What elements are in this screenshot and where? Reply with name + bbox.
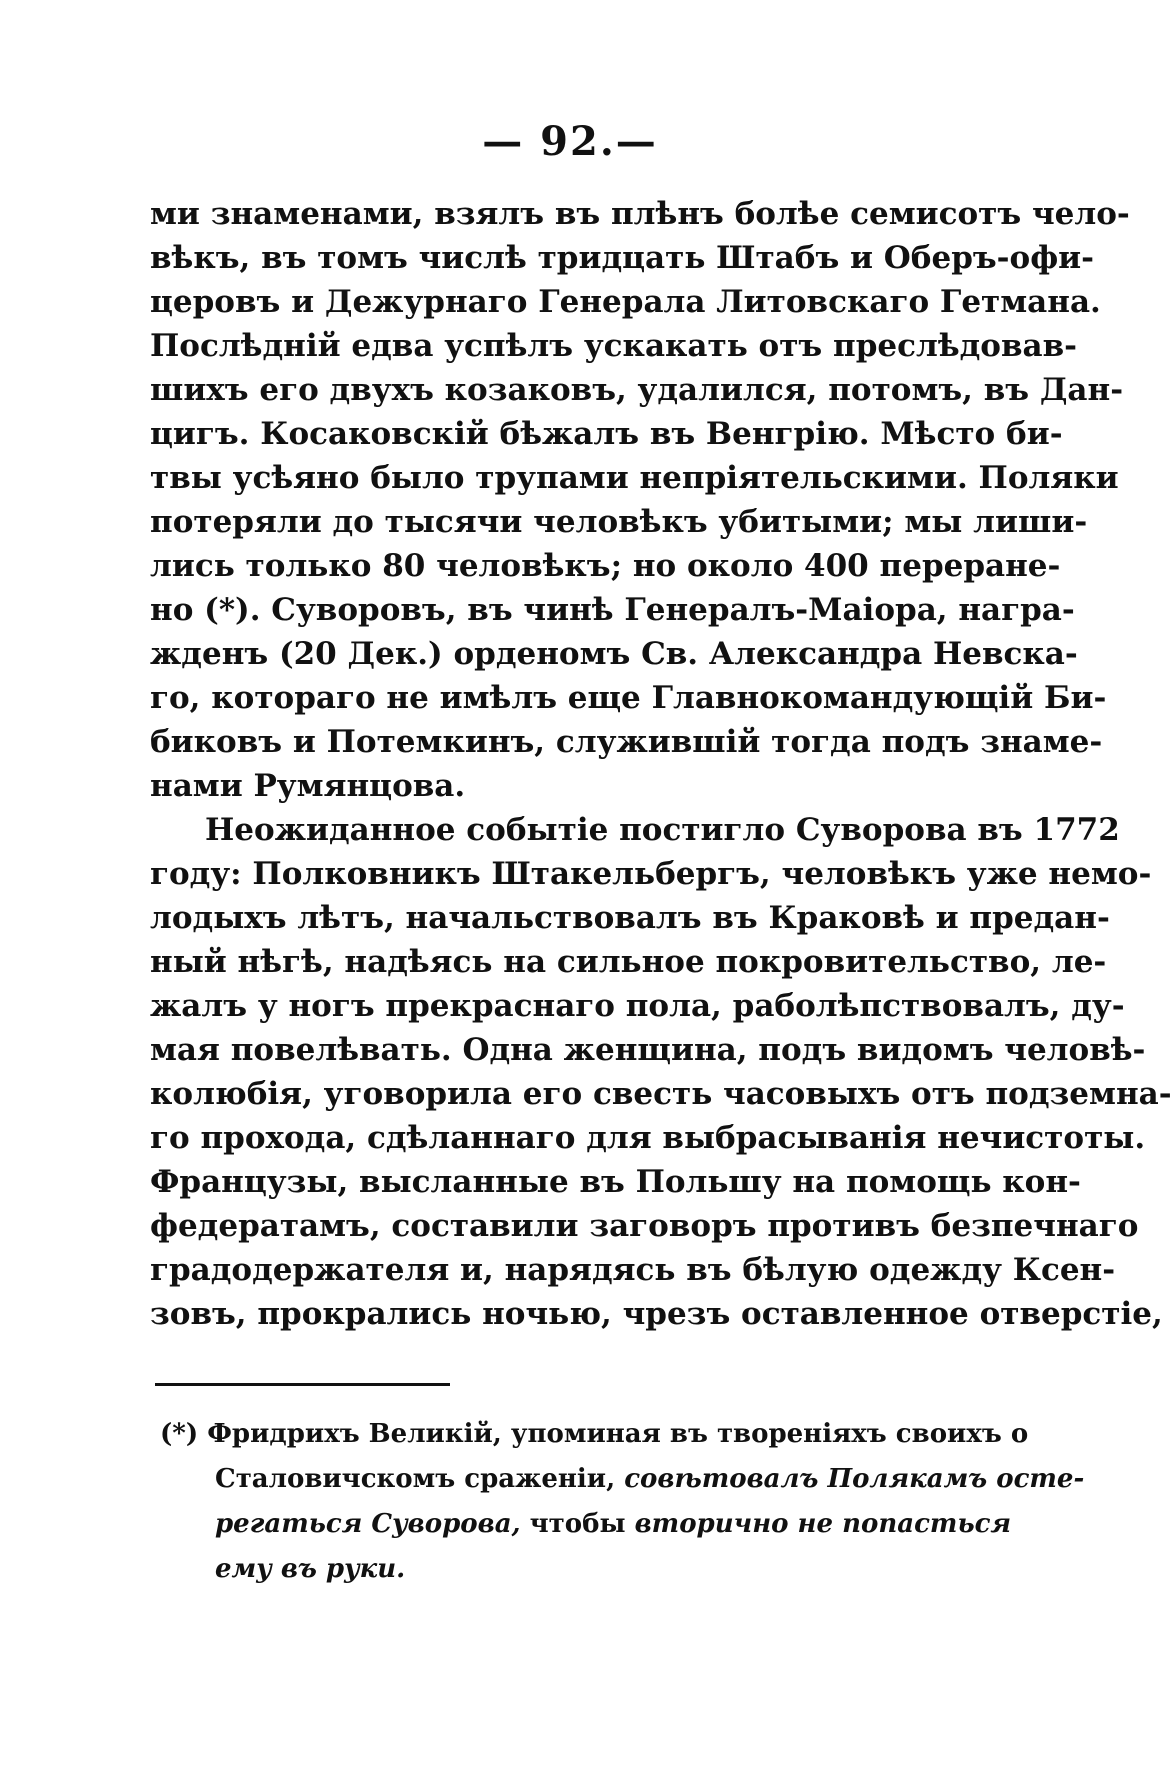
footnote-marker: (*) [160, 1419, 199, 1449]
text-line: Французы, высланные въ Польшу на помощь кон- [150, 1164, 1081, 1200]
text-line: ный нѣгѣ, надѣясь на сильное покровительство, ле- [150, 944, 1107, 980]
text-line: Послѣдній едва успѣлъ ускакать отъ преслѣдовав- [150, 328, 1077, 364]
text-line: вѣкъ, въ томъ числѣ тридцать Штабъ и Оберъ-офи- [150, 240, 1095, 276]
text-line: колюбія, уговорила его свесть часовыхъ отъ подземна- [150, 1076, 1172, 1112]
footnote-line [160, 1502, 1012, 1547]
footnote-text: чтобы [529, 1509, 626, 1539]
text-line: жденъ (20 Дек.) орденомъ Св. Александра Невска- [150, 636, 1078, 672]
text-line: году: Полковникъ Штакельбергъ, человѣкъ уже немо- [150, 856, 1152, 892]
text-line: лодыхъ лѣтъ, начальствовалъ въ Краковѣ и предан- [150, 900, 1110, 936]
text-line: твы усѣяно было трупами непріятельскими. Поляки [150, 460, 1119, 496]
text-line: биковъ и Потемкинъ, служившій тогда подъ знаме- [150, 724, 1103, 760]
text-line: но (*). Суворовъ, въ чинѣ Генералъ-Маіора, награ- [150, 592, 1075, 628]
footnote-italic-text: ему въ руки. [215, 1554, 406, 1584]
text-line: федератамъ, составили заговоръ противъ безпечнаго [150, 1208, 1139, 1244]
footnote-italic-text: вторично не попасться [634, 1509, 1012, 1539]
footnote-italic-text: регаться Суворова, [215, 1509, 521, 1539]
footnote-line [160, 1547, 985, 1592]
text-line: потеряли до тысячи человѣкъ убитыми; мы лиши- [150, 504, 1088, 540]
text-line: цигъ. Косаковскій бѣжалъ въ Венгрію. Мѣсто би- [150, 416, 1063, 452]
text-line: зовъ, прокрались ночью, чрезъ оставленное отверстіе, [150, 1296, 1163, 1332]
footnote-line [160, 1457, 1085, 1502]
text-line: го, котораго не имѣлъ еще Главнокомандующій Би- [150, 680, 1107, 716]
text-line: шихъ его двухъ козаковъ, удалился, потомъ, въ Дан- [150, 372, 1124, 408]
footnote-text: Фридрихъ Великій, упоминая въ твореніяхъ своихъ о [207, 1419, 1029, 1449]
text-line: нами Румянцова. [150, 768, 466, 804]
paragraph-start-line: Неожиданное событіе постигло Суворова въ 1772 [205, 812, 1120, 848]
footnote-divider [155, 1383, 450, 1386]
footnote [160, 1412, 1085, 1592]
text-line: ми знаменами, взялъ въ плѣнъ болѣе семисотъ чело- [150, 196, 1130, 232]
text-line: жалъ у ногъ прекраснаго пола, раболѣпствовалъ, ду- [150, 988, 1125, 1024]
footnote-text: Сталовичскомъ сраженіи, [215, 1464, 616, 1494]
footnote-line [160, 1412, 1029, 1457]
text-line: церовъ и Дежурнаго Генерала Литовскаго Гетмана. [150, 284, 1101, 320]
text-line: мая повелѣвать. Одна женщина, подъ видомъ человѣ- [150, 1032, 1146, 1068]
text-line: градодержателя и, нарядясь въ бѣлую одежду Ксен- [150, 1252, 1116, 1288]
page-number: — 92.— [482, 118, 658, 165]
main-text [150, 192, 1172, 1336]
footnote-italic-text: совѣтовалъ Полякамъ осте- [624, 1464, 1085, 1494]
text-line: лись только 80 человѣкъ; но около 400 переране- [150, 548, 1061, 584]
text-line: го прохода, сдѣланнаго для выбрасыванія нечистоты. [150, 1120, 1146, 1156]
